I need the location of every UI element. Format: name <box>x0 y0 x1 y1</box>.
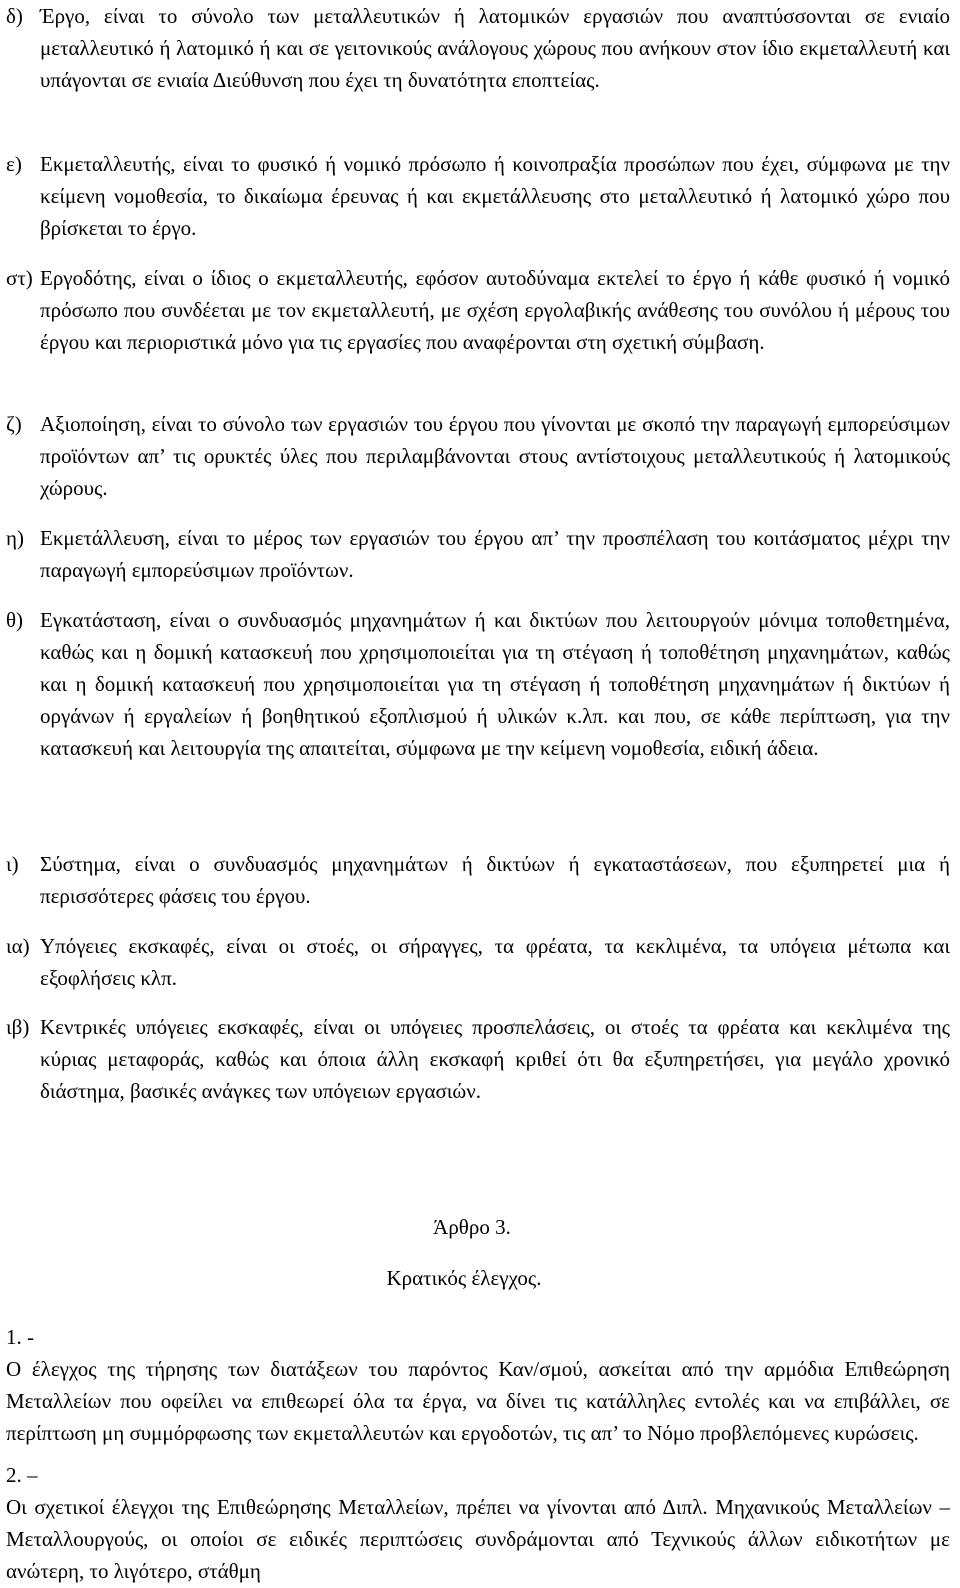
definition-text: Εκμετάλλευση, είναι το μέρος των εργασιών του έργου απ’ την προσπέλαση του κοιτάσματος μέχρι την παραγωγή εμπορεύσιμων προϊόντων. <box>40 526 950 582</box>
definition-zeta <box>6 408 950 504</box>
definition-marker: ια) <box>6 934 30 958</box>
definition-text: Υπόγειες εκσκαφές, είναι οι στοές, οι σήραγγες, τα φρέατα, τα κεκλιμένα, τα υπόγεια μέτωπα και εξοφλήσεις κλπ. <box>40 934 950 990</box>
definition-theta <box>6 604 950 764</box>
definition-text: Εργοδότης, είναι ο ίδιος ο εκμεταλλευτής, εφόσον αυτοδύναμα εκτελεί το έργο ή κάθε φυσικό ή νομικό πρόσωπο που συνδέεται με τον εκμεταλλευτή, με σχέση εργολαβικής ανάθεσης του συνόλου ή μέρους του έργου και περιοριστικά μόνο για τις εργασίες που αναφέρονται στη σχετική σύμβαση. <box>40 266 950 354</box>
definition-marker: στ) <box>6 266 33 290</box>
paragraph-1 <box>6 1321 950 1449</box>
definition-text: Έργο, είναι το σύνολο των μεταλλευτικών ή λατομικών εργασιών που αναπτύσσονται σε ενιαίο μεταλλευτικό ή λατομικό ή και σε γειτονικούς ανάλογους χώρους που ανήκουν στον ίδιο εκμεταλλευτή και υπάγονται σε ενιαία Διεύθυνση που έχει τη δυνατότητα εποπτείας. <box>40 4 950 92</box>
article-title: Κρατικός έλεγχος. <box>386 1266 542 1290</box>
paragraph-number: 2. – <box>6 1463 38 1487</box>
paragraph-2 <box>6 1459 950 1587</box>
definition-marker: δ) <box>6 4 23 28</box>
definition-marker: θ) <box>6 608 24 632</box>
paragraph-number: 1. - <box>6 1325 34 1349</box>
definition-text: Εκμεταλλευτής, είναι το φυσικό ή νομικό πρόσωπο ή κοινοπραξία προσώπων που έχει, σύμφωνα με την κείμενη νομοθεσία, το δικαίωμα έρευνας ή και εκμετάλλευσης στο μεταλλευτικό ή λατομικό χώρο που βρίσκεται το έργο. <box>40 152 950 240</box>
definition-st <box>6 262 950 358</box>
definition-text: Αξιοποίηση, είναι το σύνολο των εργασιών του έργου που γίνονται με σκοπό την παραγωγή εμπορεύσιμων προϊόντων απ’ τις ορυκτές ύλες που περιλαμβάνονται στους αντίστοιχους μεταλλευτικούς ή λατομικούς χώρους. <box>40 412 950 500</box>
definition-marker: ζ) <box>6 412 22 436</box>
definition-marker: ε) <box>6 152 22 176</box>
paragraph-text: Ο έλεγχος της τήρησης των διατάξεων του παρόντος Καν/σμού, ασκείται από την αρμόδια Επιθεώρηση Μεταλλείων που οφείλει να επιθεωρεί όλα τα έργα, να δίνει τις κατάλληλες εντολές και να επιβάλλει, σε περίπτωση μη συμμόρφωσης των εκμεταλλευτών και εργοδοτών, τις απ’ το Νόμο προβλεπόμενες κυρώσεις. <box>6 1357 950 1445</box>
definition-text: Εγκατάσταση, είναι ο συνδυασμός μηχανημάτων ή και δικτύων που λειτουργούν μόνιμα τοποθετημένα, καθώς και η δομική κατασκευή που χρησιμοποιείται για τη στέγαση ή τοποθέτηση μηχανημάτων, καθώς και η δομική κατασκευή που χρησιμοποιείται για τη στέγαση ή τοποθέτηση μηχανημάτων ή δικτύων ή οργάνων ή εργαλείων ή βοηθητικού εξοπλισμού ή υλικών κ.λπ. και που, σε κάθε περίπτωση, για την κατασκευή και λειτουργία της απαιτείται, σύμφωνα με την κείμενη νομοθεσία, ειδική άδεια. <box>40 608 950 760</box>
definition-marker: ιβ) <box>6 1015 30 1039</box>
definition-epsilon <box>6 148 950 244</box>
definition-text: Κεντρικές υπόγειες εκσκαφές, είναι οι υπόγειες προσπελάσεις, οι στοές τα φρέατα και κεκλιμένα της κύριας μεταφοράς, καθώς και όποια άλλη εκσκαφή κριθεί ότι θα εξυπηρετήσει, για μεγάλο χρονικό διάστημα, βασικές ανάγκες των υπόγειων εργασιών. <box>40 1015 950 1103</box>
definition-eta <box>6 522 950 586</box>
definition-ib <box>6 1011 950 1107</box>
definition-ia <box>6 930 950 994</box>
definition-text: Σύστημα, είναι ο συνδυασμός μηχανημάτων ή δικτύων ή εγκαταστάσεων, που εξυπηρετεί μια ή περισσότερες φάσεις του έργου. <box>40 852 950 908</box>
definition-marker: η) <box>6 526 24 550</box>
definition-iota <box>6 848 950 912</box>
article-number: Άρθρο 3. <box>433 1215 511 1239</box>
definition-marker: ι) <box>6 852 19 876</box>
definition-delta <box>6 0 950 96</box>
paragraph-text: Οι σχετικοί έλεγχοι της Επιθεώρησης Μεταλλείων, πρέπει να γίνονται από Διπλ. Μηχανικούς Μεταλλείων – Μεταλλουργούς, οι οποίοι σε ειδικές περιπτώσεις συνδράμονται από Τεχνικούς άλλων ειδικοτήτων με ανώτερη, το λιγότερο, στάθμη <box>6 1495 950 1583</box>
